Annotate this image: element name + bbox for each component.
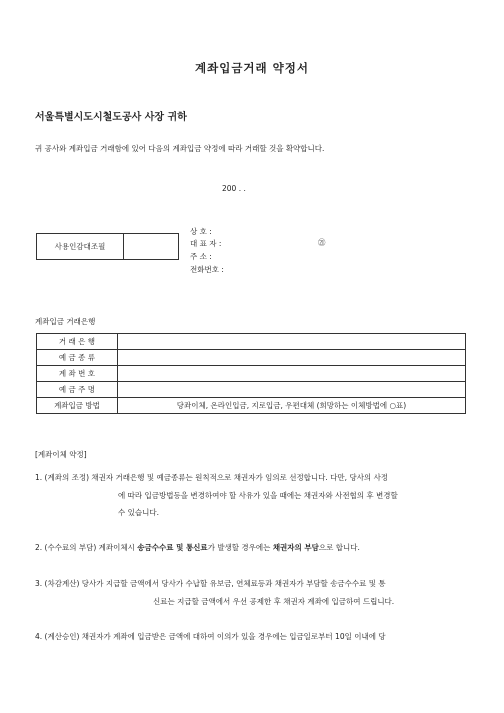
row-value[interactable] bbox=[118, 334, 466, 350]
term-2-text-c: 으로 합니다. bbox=[318, 543, 360, 552]
term-2-text-b: 가 발생할 경우에는 bbox=[207, 543, 273, 552]
term-4-line-1: 4. (계산승인) 채권자가 계좌에 입금받은 금액에 대하여 이의가 있을 경우에는 입금일로부터 10일 이내에 당 bbox=[35, 632, 386, 641]
seal-verification-box bbox=[36, 233, 179, 260]
row-label: 거 래 은 행 bbox=[37, 334, 118, 350]
bank-section-heading: 계좌입금 거래은행 bbox=[35, 317, 96, 326]
row-value[interactable]: 당좌이체, 온라인입금, 지로입금, 우편대체 (희망하는 이체방법에 ○표) bbox=[118, 398, 466, 414]
row-label: 계좌입금 방법 bbox=[37, 398, 118, 414]
phone-label: 전화번호 : bbox=[190, 265, 224, 274]
term-2-bold-burden: 채권자의 부담 bbox=[272, 543, 319, 552]
row-value[interactable] bbox=[118, 366, 466, 382]
seal-mark: ㉑ bbox=[318, 238, 326, 247]
term-2-text-a: 2. (수수료의 부담) 계좌이체시 bbox=[35, 543, 138, 552]
date-line: 200 . . bbox=[222, 184, 246, 193]
table-row bbox=[37, 334, 466, 350]
seal-verification-label: 사용인감대조필 bbox=[37, 234, 124, 259]
row-value[interactable] bbox=[118, 350, 466, 366]
table-row bbox=[37, 350, 466, 366]
term-1-line-2: 에 따라 입금방법등을 변경하여야 할 사유가 있을 때에는 채권자와 사전협의 후 변경할 bbox=[118, 491, 398, 500]
address-label: 주 소 : bbox=[190, 252, 212, 261]
term-1-line-3: 수 있습니다. bbox=[118, 508, 159, 517]
term-3-line-1: 3. (차감계산) 당사가 지급할 금액에서 당사가 수납할 유보금, 연체료등과 채권자가 부담할 송금수수료 및 통 bbox=[35, 579, 386, 588]
row-label: 계 좌 번 호 bbox=[37, 366, 118, 382]
row-label: 예 금 종 류 bbox=[37, 350, 118, 366]
representative-label: 대 표 자 : bbox=[190, 239, 222, 248]
document-title: 계좌입금거래 약정서 bbox=[195, 61, 309, 75]
term-3-line-2: 신료는 지급할 금액에서 우선 공제한 후 채권자 계좌에 입금하여 드립니다. bbox=[153, 597, 395, 606]
terms-heading: [계좌이체 약정] bbox=[35, 450, 87, 459]
bank-info-table bbox=[36, 333, 466, 414]
table-row bbox=[37, 366, 466, 382]
table-row bbox=[37, 398, 466, 414]
company-name-label: 상 호 : bbox=[190, 227, 212, 236]
intro-text: 귀 공사와 계좌입금 거래함에 있어 다음의 계좌입금 약정에 따라 거래할 것을 확약합니다. bbox=[35, 144, 325, 153]
term-1-line-1: 1. (계좌의 조정) 채권자 거래은행 및 예금종류는 원칙적으로 채권자가 임의로 선정합니다. 다만, 당사의 사정 bbox=[35, 473, 389, 482]
row-label: 예 금 주 명 bbox=[37, 382, 118, 398]
table-row bbox=[37, 382, 466, 398]
recipient-line: 서울특별시도시철도공사 사장 귀하 bbox=[35, 112, 187, 123]
term-2 bbox=[35, 542, 360, 553]
row-value[interactable] bbox=[118, 382, 466, 398]
term-2-bold-fees: 송금수수료 및 통신료 bbox=[137, 543, 208, 552]
